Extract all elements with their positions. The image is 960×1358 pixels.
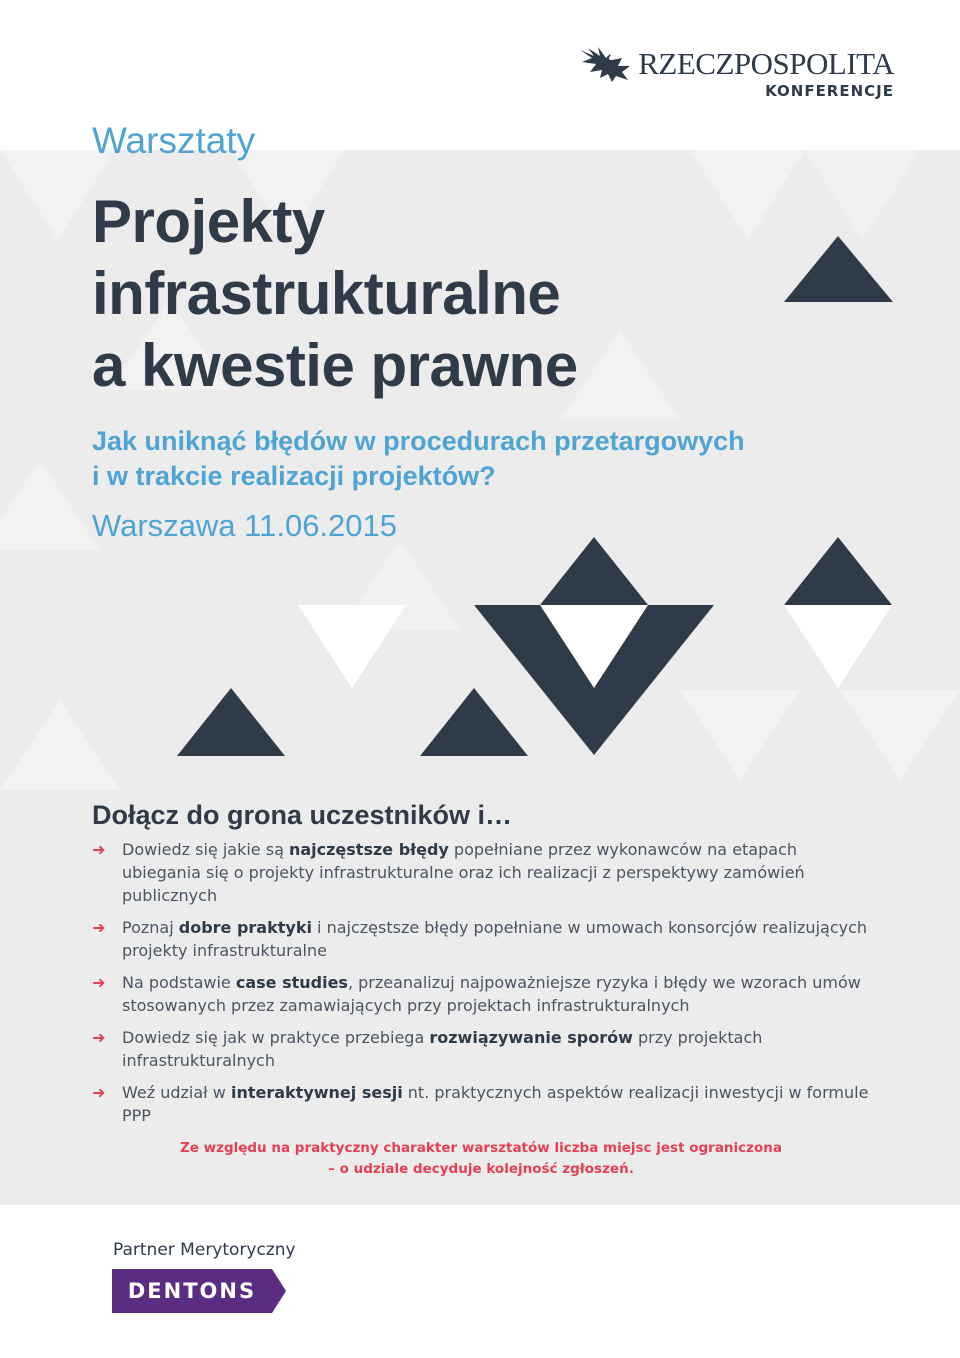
partner-label: Partner Merytoryczny [113, 1240, 296, 1260]
subtitle-line: Jak uniknąć błędów w procedurach przetargowych [92, 426, 745, 456]
list-item [92, 1026, 870, 1072]
navy-triangle [177, 688, 285, 756]
bullet-text: Dowiedz się jakie są [122, 840, 289, 859]
pattern-triangle [0, 460, 100, 550]
bullet-text: , przeanalizuj najpoważniejsze ryzyka i błędy we wzorach umów stosowanych przez zamawiających przy projektach infrastrukturalnych [122, 973, 861, 1015]
notice-line: Ze względu na praktyczny charakter warsztatów liczba miejsc jest ograniczona [179, 1140, 783, 1156]
eagle-icon [578, 44, 636, 84]
join-heading: Dołącz do grona uczestników i… [92, 800, 513, 830]
kicker: Warsztaty [92, 120, 256, 161]
bullet-emphasis: najczęstsze błędy [288, 840, 449, 859]
title-line: infrastrukturalne [92, 260, 561, 327]
pattern-triangle [840, 690, 960, 780]
navy-triangle [784, 236, 893, 302]
pattern-triangle [560, 330, 680, 420]
arrow-icon: ➜ [92, 1028, 106, 1047]
navy-triangle [784, 537, 892, 605]
logo-subtitle: KONFERENCJE [765, 82, 894, 100]
subtitle-line: i w trakcie realizacji projektów? [92, 461, 496, 491]
logo-name: RZECZPOSPOLITA [638, 46, 894, 81]
title-line: a kwestie prawne [92, 332, 578, 399]
list-item [92, 838, 870, 907]
white-triangle [298, 605, 406, 688]
dentons-logo-text: DENTONS [127, 1279, 257, 1303]
bullet-text: nt. praktycznych aspektów realizacji inwestycji w formule PPP [122, 1083, 869, 1125]
page-title [92, 186, 578, 402]
benefits-list [92, 838, 870, 1136]
notice-line: – o udziale decyduje kolejność zgłoszeń. [328, 1161, 634, 1177]
bullet-text: Dowiedz się jak w praktyce przebiega [122, 1028, 430, 1047]
pattern-triangle [805, 150, 920, 240]
bullet-text: i najczęstsze błędy popełniane w umowach konsorcjów realizujących projekty infrastrukturalne [122, 918, 868, 960]
pattern-triangle [690, 150, 805, 240]
capacity-notice [92, 1138, 870, 1180]
event-date: Warszawa 11.06.2015 [92, 508, 398, 543]
bullet-text: Weź udział w [122, 1083, 231, 1102]
bullet-emphasis: interaktywnej sesji [230, 1083, 403, 1102]
arrow-icon: ➜ [92, 918, 106, 937]
bullet-emphasis: dobre praktyki [178, 918, 312, 937]
subtitle [92, 424, 745, 494]
list-item [92, 971, 870, 1017]
navy-triangle [420, 688, 528, 756]
bullet-emphasis: case studies [235, 973, 348, 992]
pattern-triangle [0, 700, 120, 790]
bullet-text: popełniane przez wykonawców na etapach ubiegania się o projekty infrastrukturalne oraz ich realizacji z perspektywy zamówień publicznych [122, 840, 805, 905]
white-triangle [784, 605, 892, 688]
arrow-icon: ➜ [92, 840, 106, 859]
bullet-emphasis: rozwiązywanie sporów [429, 1028, 633, 1047]
bullet-text: Na podstawie [122, 973, 236, 992]
arrow-icon: ➜ [92, 1083, 106, 1102]
list-item [92, 916, 870, 962]
title-line: Projekty [92, 188, 325, 255]
rzeczpospolita-logo [578, 44, 894, 100]
bullet-text: przy projektach infrastrukturalnych [122, 1028, 763, 1070]
arrow-icon: ➜ [92, 973, 106, 992]
navy-triangle [540, 537, 648, 605]
pattern-triangle [680, 690, 800, 780]
list-item [92, 1081, 870, 1127]
bullet-text: Poznaj [122, 918, 179, 937]
